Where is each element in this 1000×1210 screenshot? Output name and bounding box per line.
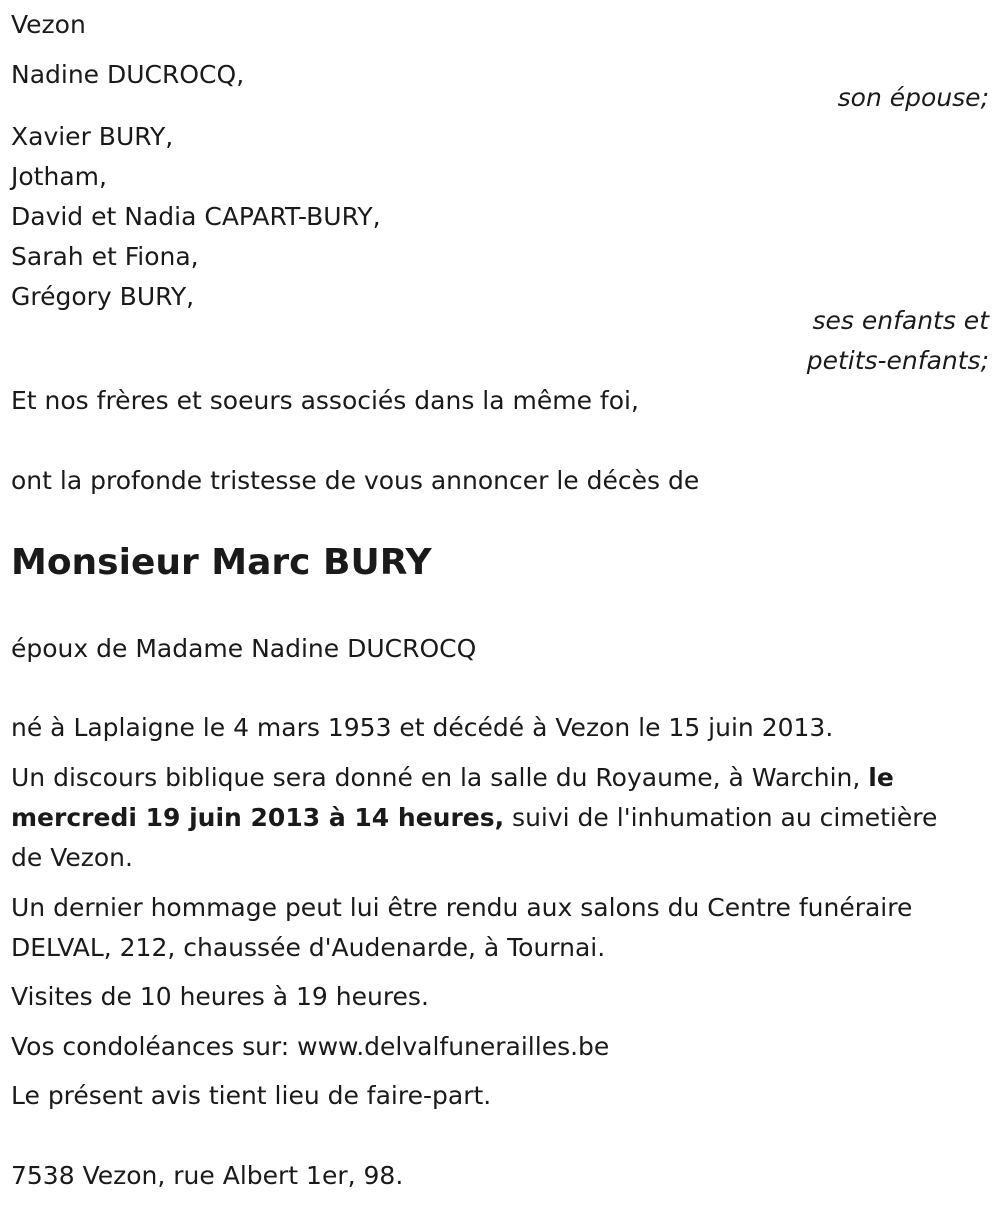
ceremony-paragraph [11, 758, 976, 878]
spouse-role: son épouse; [837, 83, 989, 112]
visits-line: Visites de 10 heures à 19 heures. [11, 982, 429, 1011]
announcement-line: ont la profonde tristesse de vous annoncer le décès de [11, 466, 700, 495]
location-line: Vezon [11, 10, 86, 39]
children-role-line1: ses enfants et [812, 306, 989, 335]
address-line: 7538 Vezon, rue Albert 1er, 98. [11, 1161, 404, 1190]
children-role-line2: petits-enfants; [806, 346, 989, 375]
condolences-line: Vos condoléances sur: www.delvalfunerailles.be [11, 1032, 610, 1061]
ceremony-text-after: suivi de l'inhumation au cimetière de Vezon. [11, 803, 938, 872]
spouse-of-line: époux de Madame Nadine DUCROCQ [11, 634, 477, 663]
ceremony-text-before: Un discours biblique sera donné en la salle du Royaume, à Warchin, [11, 763, 869, 792]
child-entry: Xavier BURY, [11, 122, 174, 151]
siblings-line: Et nos frères et soeurs associés dans la même foi, [11, 386, 639, 415]
tribute-paragraph: Un dernier hommage peut lui être rendu aux salons du Centre funéraire DELVAL, 212, chaussée d'Audenarde, à Tournai. [11, 893, 913, 962]
child-entry: Jotham, [11, 162, 107, 191]
birth-death-line: né à Laplaigne le 4 mars 1953 et décédé à Vezon le 15 juin 2013. [11, 713, 834, 742]
child-entry: David et Nadia CAPART-BURY, [11, 202, 381, 231]
notice-line: Le présent avis tient lieu de faire-part. [11, 1081, 492, 1110]
child-entry: Grégory BURY, [11, 282, 195, 311]
ceremony-date: le mercredi 19 juin 2013 à 14 heures, [11, 763, 894, 832]
child-entry: Sarah et Fiona, [11, 242, 199, 271]
spouse-name: Nadine DUCROCQ, [11, 60, 245, 89]
deceased-name: Monsieur Marc BURY [11, 542, 432, 583]
